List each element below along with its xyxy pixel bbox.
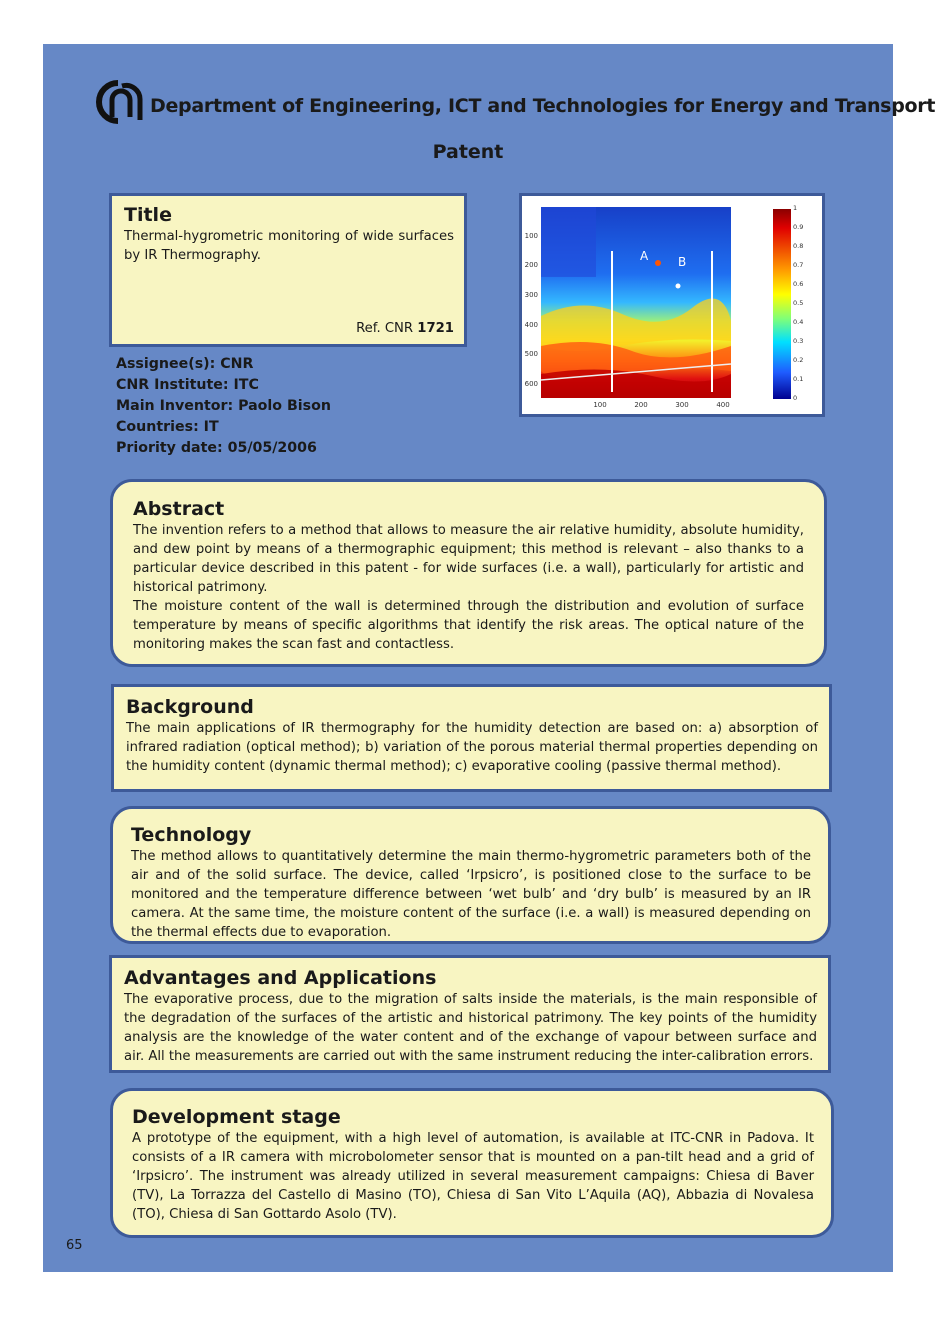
colorbar-tick: 0.2 xyxy=(793,356,804,364)
x-tick: 200 xyxy=(634,401,648,409)
abstract-paragraph-2: The moisture content of the wall is determined through the distribution and evolution of surface temperature by means of specific algorithms that identify the risk areas. The optical nature of the monitoring makes the scan fast and contactless. xyxy=(133,599,804,652)
countries: Countries: IT xyxy=(116,419,219,435)
y-tick: 300 xyxy=(524,291,538,299)
background-text: The main applications of IR thermography for the humidity detection are based on: a) absorption of infrared radiation (optical method); b) variation of the porous material thermal properties depending on the humidity content (dynamic thermal method); c) evaporative cooling (passive thermal method). xyxy=(126,721,818,774)
title-heading: Title xyxy=(124,204,172,226)
colorbar-tick: 0.4 xyxy=(793,318,804,326)
colorbar-tick: 0.9 xyxy=(793,223,804,231)
colorbar-tick: 0.3 xyxy=(793,337,804,345)
thermal-image xyxy=(522,196,822,414)
colorbar-tick: 0.8 xyxy=(793,242,804,250)
y-tick: 200 xyxy=(524,261,538,269)
colorbar-tick: 1 xyxy=(793,204,798,212)
section-label: Patent xyxy=(432,141,504,163)
x-axis-ticks xyxy=(593,401,729,409)
patent-metadata xyxy=(116,354,331,459)
background-box xyxy=(111,684,832,792)
advantages-text: The evaporative process, due to the migration of salts inside the materials, is the main responsible of the degradation of the surfaces of the artistic and historical patrimony. The key points of the humidity analysis are the knowledge of the water content and of the exchange of vapour between surface and air. All the measurements are carried out with the same instrument reducing the inter-calibration errors. xyxy=(124,992,817,1064)
x-tick: 100 xyxy=(593,401,607,409)
page-number: 65 xyxy=(66,1238,83,1253)
advantages-heading: Advantages and Applications xyxy=(124,967,437,989)
title-box xyxy=(109,193,467,347)
priority-date: Priority date: 05/05/2006 xyxy=(116,440,317,456)
assignee: Assignee(s): CNR xyxy=(116,356,254,372)
cnr-logo-icon xyxy=(92,80,144,124)
point-a-label: A xyxy=(640,249,649,263)
development-text: A prototype of the equipment, with a high level of automation, is available at ITC-CNR in Padova. It consists of a IR camera with microbolometer sensor that is mounted on a pan-tilt head and a grid of ‘Irpsicro’. The instrument was already utilized in several measurement campaigns: Chiesa di Baver (TV), La Torrazza del Castello di Masino (TO), Chiesa di San Vito L’Aquila (AQ), Abbazia di Novalesa (TO), Chiesa di San Gottardo Asolo (TV). xyxy=(132,1131,814,1222)
technology-box xyxy=(110,806,831,944)
development-box xyxy=(110,1088,834,1238)
reference xyxy=(356,321,454,336)
y-tick: 600 xyxy=(524,380,538,388)
colorbar-tick: 0.7 xyxy=(793,261,804,269)
colorbar-tick: 0 xyxy=(793,394,798,402)
y-axis-ticks xyxy=(525,232,538,388)
advantages-box xyxy=(109,955,831,1073)
abstract-paragraph-1: The invention refers to a method that allows to measure the air relative humidity, absolute humidity, and dew point by means of a thermographic equipment; this method is relevant – also thanks to a particular device described in this patent - for wide surfaces (i.e. a wall), particularly for artistic and historical patrimony. xyxy=(133,523,804,595)
y-tick: 100 xyxy=(524,232,538,240)
y-tick: 400 xyxy=(524,321,538,329)
colorbar-tick: 0.6 xyxy=(793,280,804,288)
x-tick: 400 xyxy=(716,401,730,409)
reference-prefix: Ref. CNR xyxy=(356,321,418,336)
colorbar-ticks xyxy=(793,204,803,402)
colorbar xyxy=(773,209,791,399)
development-heading: Development stage xyxy=(132,1106,341,1128)
point-b-label: B xyxy=(678,255,687,269)
colorbar-tick: 0.1 xyxy=(793,375,804,383)
technology-heading: Technology xyxy=(131,824,252,846)
background-heading: Background xyxy=(126,696,254,718)
colorbar-tick: 0.5 xyxy=(793,299,804,307)
main-inventor: Main Inventor: Paolo Bison xyxy=(116,398,331,414)
abstract-heading: Abstract xyxy=(133,498,225,520)
title-text: Thermal-hygrometric monitoring of wide surfaces by IR Thermography. xyxy=(124,229,454,263)
thermal-image-frame xyxy=(519,193,825,417)
department-title: Department of Engineering, ICT and Technologies for Energy and Transport xyxy=(150,95,936,117)
abstract-box xyxy=(110,479,827,667)
x-tick: 300 xyxy=(675,401,689,409)
technology-text: The method allows to quantitatively determine the main thermo-hygrometric parameters both of the air and of the solid surface. The device, called ‘Irpsicro’, is positioned close to the surface to be monitored and the temperature difference between ‘wet bulb’ and ‘dry bulb’ is measured by an IR camera. At the same time, the moisture content of the surface (i.e. a wall) is measured depending on the thermal effects due to evaporation. xyxy=(131,849,811,940)
y-tick: 500 xyxy=(524,350,538,358)
cnr-institute: CNR Institute: ITC xyxy=(116,377,259,393)
reference-number: 1721 xyxy=(417,321,454,336)
